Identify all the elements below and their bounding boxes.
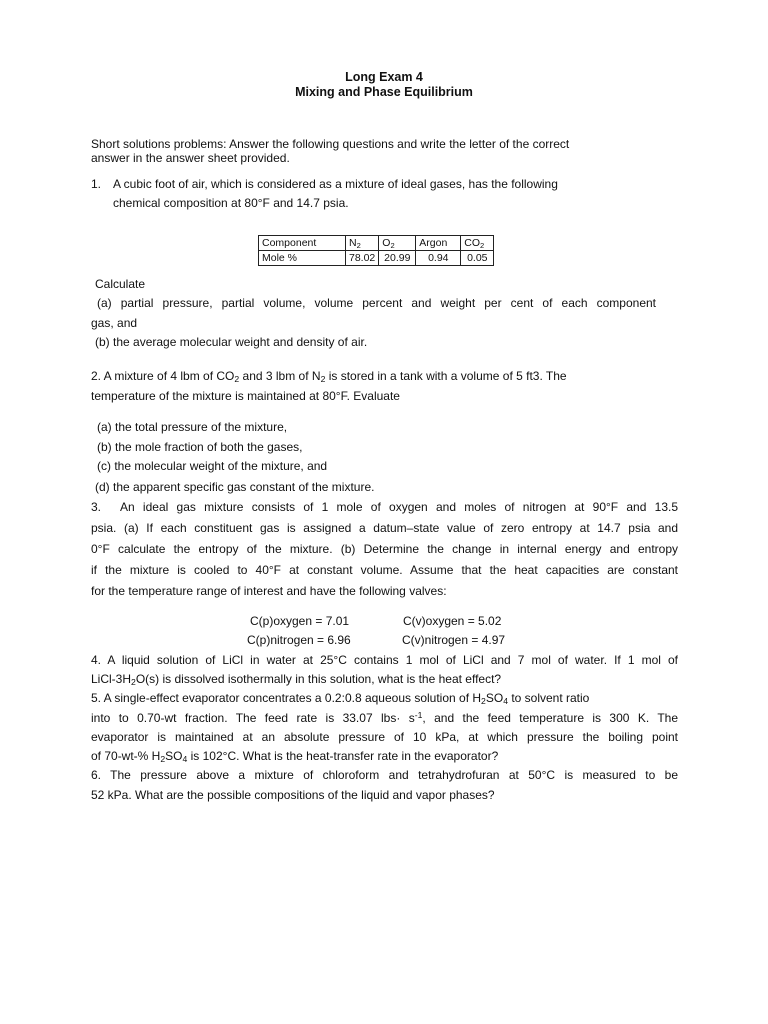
part-a-line-2: gas, and	[91, 316, 138, 330]
row-label-mole-percent: Mole %	[259, 251, 346, 266]
problem-6-line-2: 52 kPa. What are the possible compositions of the liquid and vapor phases?	[91, 788, 495, 802]
exam-subtitle: Mixing and Phase Equilibrium	[295, 85, 473, 99]
problem-1-line-1: A cubic foot of air, which is considered as a mixture of ideal gases, has the following	[113, 177, 558, 191]
table-cell: 0.05	[461, 251, 494, 266]
problem-5-line-1: 5. A single-effect evaporator concentrates a 0.2:0.8 aqueous solution of $H_2SO_4$ to solvent ratio	[91, 691, 590, 707]
cv-oxygen: C(v)oxygen = 5.02	[403, 614, 502, 628]
instructions-line-1: Short solutions problems: Answer the following questions and write the letter of the correct	[91, 137, 570, 151]
problem-2-item-d: (d) the apparent specific gas constant of the mixture.	[95, 480, 375, 494]
problem-3-number: 3.	[91, 500, 102, 514]
table-cell: 0.94	[416, 251, 461, 266]
problem-1-number: 1.	[91, 177, 102, 191]
cv-nitrogen: C(v)nitrogen = 4.97	[402, 633, 506, 647]
problem-3-line-1: An ideal gas mixture consists of 1 mole of oxygen and moles of nitrogen at 90°F and 13.5	[120, 500, 678, 514]
problem-3-line-3: 0°F calculate the entropy of the mixture. (b) Determine the change in internal energy and entropy	[91, 542, 678, 556]
problem-5-line-3: evaporator is maintained at an absolute pressure of 10 kPa, at which pressure the boiling point	[91, 730, 678, 744]
table-cell: 78.02	[346, 251, 379, 266]
problem-3-line-5: for the temperature range of interest and have the following valves:	[91, 584, 447, 598]
part-a-line-1: (a) partial pressure, partial volume, volume percent and weight per cent of each component	[97, 296, 656, 310]
problem-1-line-2: chemical composition at 80°F and 14.7 psia.	[113, 196, 349, 210]
problem-3-line-4: if the mixture is cooled to 40°F at constant volume. Assume that the heat capacities are constant	[91, 563, 678, 577]
cp-oxygen: C(p)oxygen = 7.01	[250, 614, 350, 628]
header-co2: $CO_2$	[461, 236, 494, 251]
calculate-label: Calculate	[95, 277, 146, 291]
problem-5-line-2: into to 0.70-wt fraction. The feed rate is 33.07 $lbs\cdot s^{-1}$, and the feed temperature is 300 K. The	[91, 710, 679, 725]
header-component: Component	[259, 236, 346, 251]
problem-2-line-1: 2. A mixture of 4 lbm of $CO_2$ and 3 lbm of $N_2$ is stored in a tank with a volume of 5 ft3. The	[91, 369, 567, 385]
problem-2-item-a: (a) the total pressure of the mixture,	[97, 420, 288, 434]
cp-nitrogen: C(p)nitrogen = 6.96	[247, 633, 351, 647]
problem-3-line-2: psia. (a) If each constituent gas is assigned a datum–state value of zero entropy at 14.7 psia and	[91, 521, 678, 535]
instructions-line-2: answer in the answer sheet provided.	[91, 151, 290, 165]
problem-2-item-c: (c) the molecular weight of the mixture, and	[97, 459, 328, 473]
table-cell: 20.99	[379, 251, 416, 266]
problem-6-line-1: 6. The pressure above a mixture of chloroform and tetrahydrofuran at 50°C is measured to be	[91, 768, 678, 782]
header-n2: $N_2$	[346, 236, 379, 251]
problem-4-line-2: LiCl-$3H_2O(s)$ is dissolved isothermally in this solution, what is the heat effect?	[91, 672, 502, 688]
header-argon: Argon	[416, 236, 461, 251]
problem-2-item-b: (b) the mole fraction of both the gases,	[97, 440, 303, 454]
table-row	[259, 251, 494, 266]
header-o2: $O_2$	[379, 236, 416, 251]
problem-2-line-2: temperature of the mixture is maintained at 80°F. Evaluate	[91, 389, 400, 403]
table-header-row	[259, 236, 494, 251]
composition-table	[258, 235, 494, 266]
problem-4-line-1: 4. A liquid solution of LiCl in water at 25°C contains 1 mol of LiCl and 7 mol of water. If 1 mol of	[91, 653, 678, 667]
part-b: (b) the average molecular weight and density of air.	[95, 335, 368, 349]
exam-title: Long Exam 4	[345, 70, 423, 84]
problem-5-line-4: of 70-wt-% $H_2SO_4$ is 102°C. What is the heat-transfer rate in the evaporator?	[91, 749, 499, 765]
